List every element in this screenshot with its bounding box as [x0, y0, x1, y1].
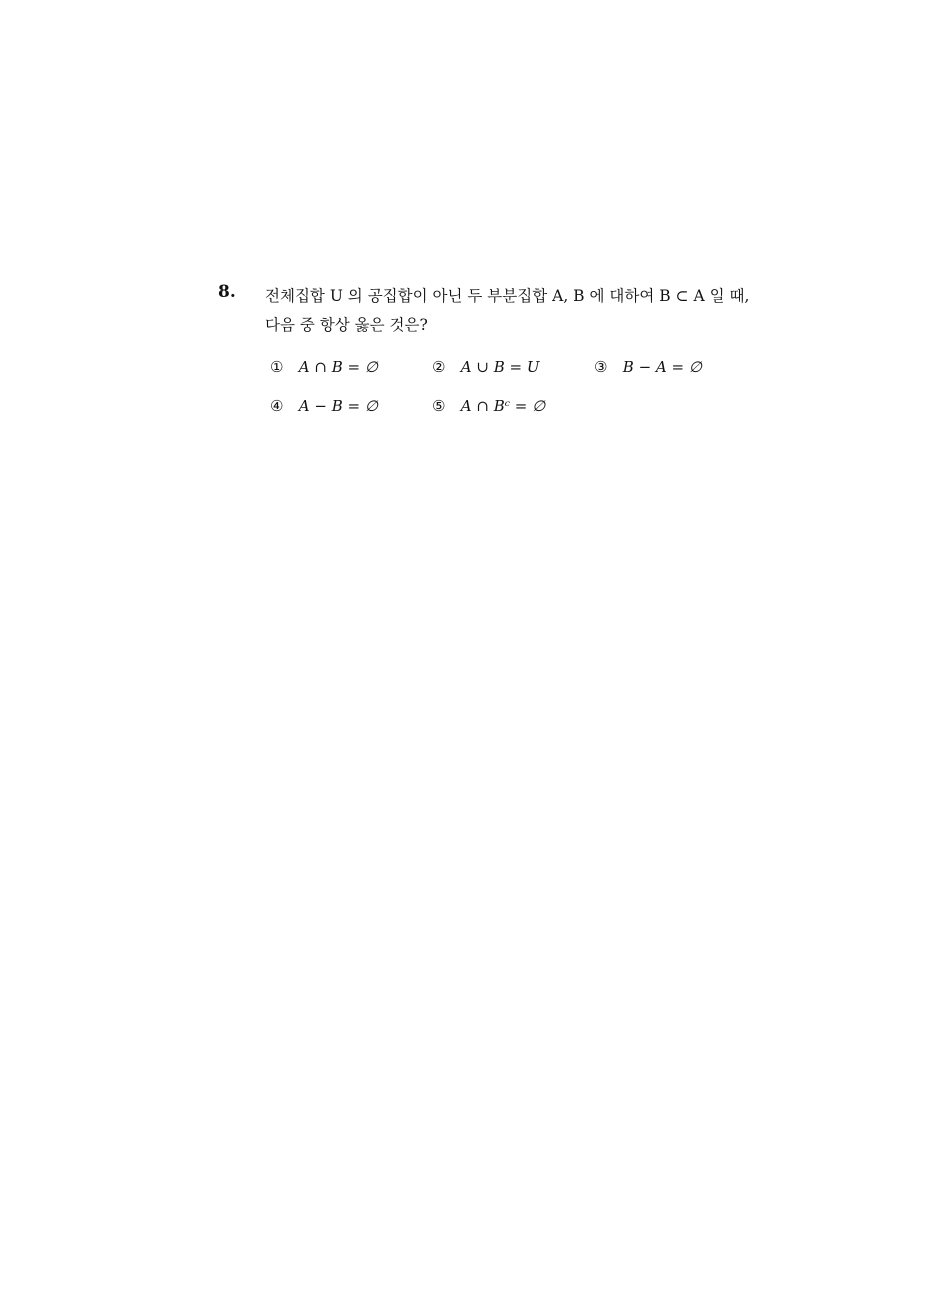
choice-row-2 [270, 397, 730, 436]
answer-choices [270, 358, 730, 436]
choice-5-expression: A ∩ Bᶜ = ∅ [460, 397, 546, 415]
choice-2-expression: A ∪ B = U [460, 358, 540, 376]
choice-3-mark: ③ [594, 358, 608, 376]
choice-3 [594, 358, 702, 376]
choice-2-mark: ② [432, 358, 446, 376]
choice-5 [432, 397, 545, 415]
question-number: 8. [218, 282, 236, 302]
choice-1 [270, 358, 378, 376]
choice-3-expression: B − A = ∅ [622, 358, 702, 376]
question-stem-line-2: 다음 중 항상 옳은 것은? [265, 316, 428, 334]
choice-1-mark: ① [270, 358, 284, 376]
choice-row-1 [270, 358, 730, 397]
choice-2 [432, 358, 540, 376]
choice-4 [270, 397, 378, 415]
question-stem [265, 282, 765, 340]
choice-4-expression: A − B = ∅ [298, 397, 378, 415]
choice-5-mark: ⑤ [432, 397, 446, 415]
question-stem-line-1: 전체집합 U 의 공집합이 아닌 두 부분집합 A, B 에 대하여 B ⊂ A 일 때, [265, 287, 750, 305]
choice-1-expression: A ∩ B = ∅ [298, 358, 378, 376]
choice-4-mark: ④ [270, 397, 284, 415]
